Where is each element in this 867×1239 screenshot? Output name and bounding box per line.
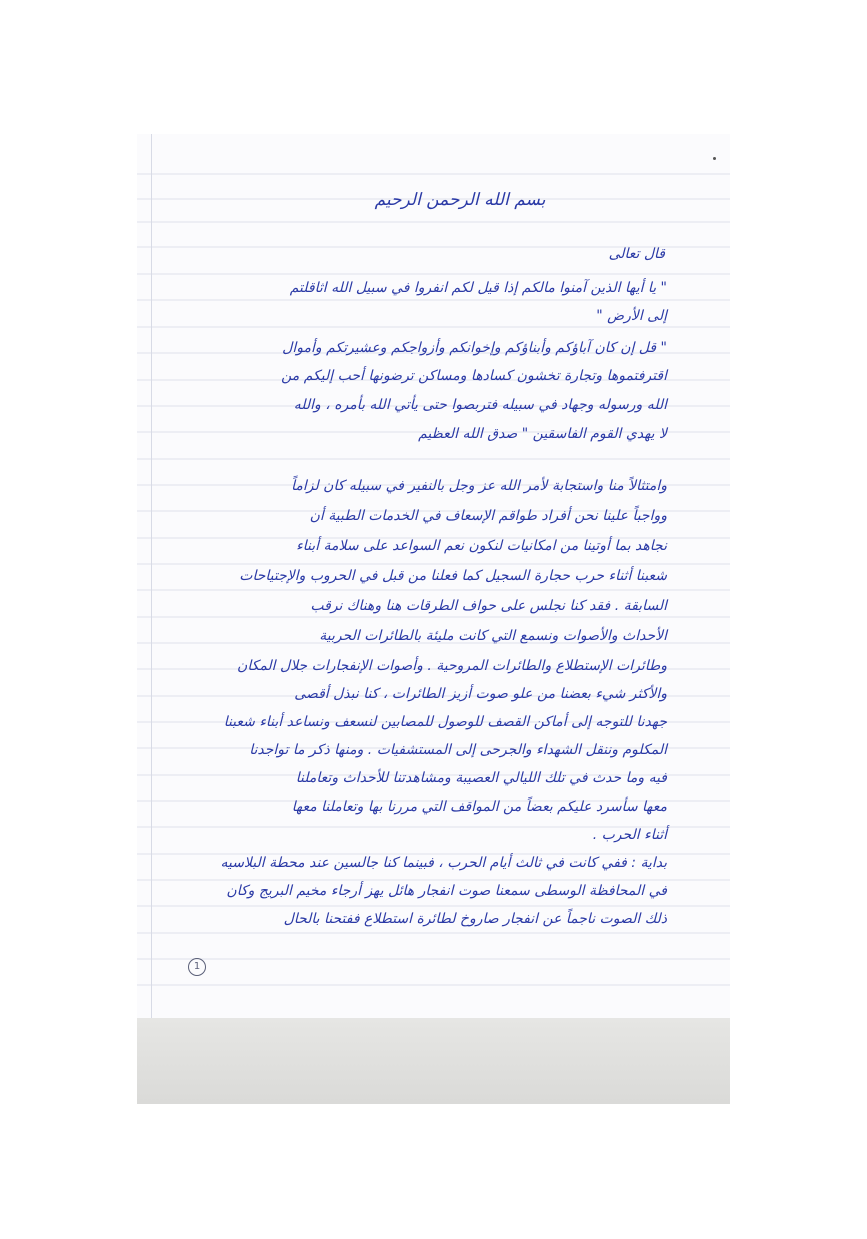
verse-line: " يا أيها الذين آمنوا مالكم إذا قيل لكم انفروا في سبيل الله اثاقلتم [289, 280, 667, 296]
body-line: والأكثر شيء بعضنا من علو صوت أزيز الطائرات ، كنا نبذل أقصى [294, 686, 667, 702]
verse-line: إلى الأرض " [596, 308, 667, 324]
basmala: بسم الله الرحمن الرحيم [374, 190, 546, 210]
verse-line: الله ورسوله وجهاد في سبيله فتربصوا حتى يأتي الله بأمره ، والله [293, 397, 667, 413]
verse-line: لا يهدي القوم الفاسقين " صدق الله العظيم [418, 426, 667, 442]
body-line: وواجباً علينا نحن أفراد طواقم الإسعاف في الخدمات الطبية أن [309, 508, 667, 524]
intro-heading: قال تعالى [608, 246, 665, 262]
body-line: وطائرات الإستطلاع والطائرات المروحية . وأصوات الإنفجارات جلال المكان [237, 658, 667, 674]
body-line: فيه وما حدث في تلك الليالي العصيبة ومشاهدتنا للأحداث وتعاملنا [295, 770, 667, 786]
body-line: الأحداث والأصوات ونسمع التي كانت مليئة بالطائرات الحربية [319, 628, 667, 644]
scan-bottom-strip [137, 1018, 730, 1104]
body-line: أثناء الحرب . [592, 827, 667, 843]
verse-line: " قل إن كان آباؤكم وأبناؤكم وإخوانكم وأزواجكم وعشيرتكم وأموال [282, 340, 667, 356]
body-line: ذلك الصوت ناجماً عن انفجار صاروخ لطائرة استطلاع ففتحنا بالحال [283, 911, 667, 927]
margin-line [151, 134, 152, 1018]
body-line: معها سأسرد عليكم بعضاً من المواقف التي مررنا بها وتعاملنا معها [291, 799, 667, 815]
body-line: في المحافظة الوسطى سمعنا صوت انفجار هائل يهز أرجاء مخيم البريج وكان [226, 883, 667, 899]
ink-dot [713, 157, 716, 160]
body-line: وامتثالاً منا واستجابة لأمر الله عز وجل بالنفير في سبيله كان لزاماً [291, 478, 667, 494]
body-line: جهدنا للتوجه إلى أماكن القصف للوصول للمصابين لنسعف ونساعد أبناء شعبنا [223, 714, 667, 730]
body-line: بداية : ففي كانت في ثالث أيام الحرب ، فبينما كنا جالسين عند محطة البلاسيه [220, 855, 667, 871]
body-line: السابقة . فقد كنا نجلس على حواف الطرقات هنا وهناك نرقب [310, 598, 667, 614]
body-line: المكلوم وننقل الشهداء والجرحى إلى المستشفيات . ومنها ذكر ما تواجدنا [249, 742, 667, 758]
page-number: 1 [188, 958, 206, 976]
verse-line: اقترفتموها وتجارة تخشون كسادها ومساكن ترضونها أحب إليكم من [281, 368, 667, 384]
body-line: نجاهد بما أوتينا من امكانيات لنكون نعم السواعد على سلامة أبناء [296, 538, 667, 554]
body-line: شعبنا أثناء حرب حجارة السجيل كما فعلنا من قبل في الحروب والإجتياحات [239, 568, 667, 584]
